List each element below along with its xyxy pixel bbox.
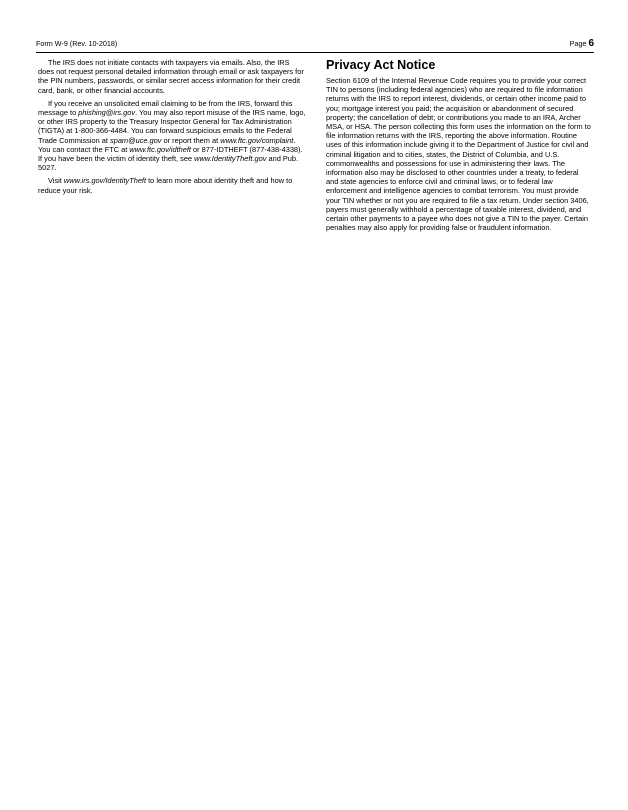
text-run: to learn more about identity theft and how to reduce your risk.	[38, 176, 293, 195]
page-label: Page	[569, 39, 587, 48]
privacy-act-heading: Privacy Act Notice	[326, 58, 436, 72]
text-run: or 877-IDTHEFT (877-438-4338). If you have been the victim of identity theft, see	[38, 144, 303, 164]
ftc-complaint-link: www.ftc.gov/complaint	[220, 135, 294, 145]
text-run: Visit	[48, 176, 64, 186]
irs-contact-paragraph: The IRS does not initiate contacts with taxpayers via emails. Also, the IRS does not request personal detailed information through email or ask taxpayers for the PIN numbers, passwords, or similar secret access information for their credit card, bank, or other financial accounts.	[38, 58, 304, 95]
page-number	[570, 38, 594, 49]
page-header	[36, 38, 594, 53]
spam-email: spam@uce.gov	[110, 135, 162, 145]
privacy-act-body: Section 6109 of the Internal Revenue Code requires you to provide your correct TIN to persons (including federal agencies) who are required to file information returns with the IRS to report interest, dividends, or certain other income paid to you; mortgage interest you paid; the acquisition or abandonment of secured property; the cancellation of debt; or contributions you made to an IRA, Archer MSA, or HSA. The person collecting this form uses the information on the form to file information returns with the IRS, reporting the above information. Routine uses of this information include giving it to the Department of Justice for civil and criminal litigation and to cities, states, the District of Columbia, and U.S. commonwealths and possessions for use in administering their laws. The information also may be disclosed to other countries under a treaty, to federal and state agencies to enforce civil and criminal laws, or to federal law enforcement and intelligence agencies to combat terrorism. You must provide your TIN whether or not you are required to file a tax return. Under section 3406, payers must generally withhold a percentage of taxable interest, dividend, and certain other payments to a payee who does not give a TIN to the payer. Certain penalties may also apply for providing false or fraudulent information.	[326, 76, 591, 233]
left-column	[38, 58, 306, 199]
text-run: If you receive an unsolicited email claiming to be from the IRS, forward this message to	[38, 98, 293, 118]
right-column	[326, 58, 592, 236]
form-id: Form W-9 (Rev. 10-2018)	[36, 39, 118, 48]
text-run: . You can contact the FTC at	[38, 135, 296, 154]
visit-irs-paragraph	[38, 176, 306, 194]
text-run: or report them at	[161, 135, 221, 145]
phishing-email: phishing@irs.gov	[78, 108, 136, 118]
irs-identitytheft-link: www.irs.gov/IdentityTheft	[63, 176, 147, 186]
text-run: . You may also report misuse of the IRS name, logo, or other IRS property to the Treasury Inspector General for Tax Administration (TIGTA) at 1-800-366-4484. You can forward suspicious emails to the Federal Trade Commission at	[38, 108, 306, 145]
page-number-value: 6	[588, 38, 594, 49]
phishing-report-paragraph	[38, 99, 306, 173]
identitytheft-gov-link: www.IdentityTheft.gov	[194, 154, 267, 164]
text-run: and Pub. 5027.	[38, 154, 299, 173]
ftc-idtheft-link: www.ftc.gov/idtheft	[129, 144, 191, 154]
